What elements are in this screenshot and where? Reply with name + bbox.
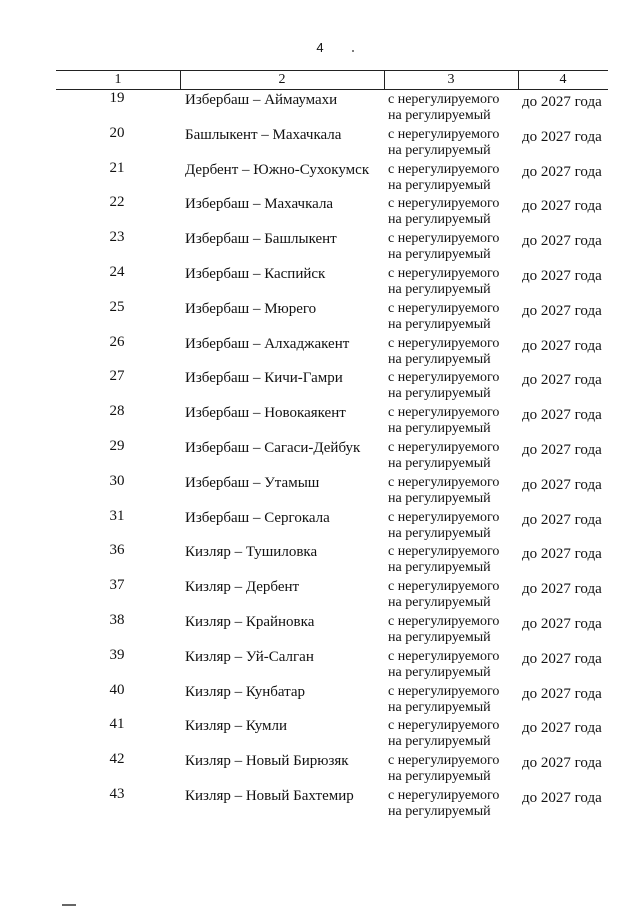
- table-row: [0, 577, 640, 612]
- row-number: 41: [109, 716, 125, 733]
- regulation-change: [388, 370, 499, 402]
- regulation-from: с нерегулируемого: [388, 335, 500, 351]
- row-number: 28: [109, 403, 125, 420]
- regulation-to: на регулируемый: [388, 142, 491, 158]
- route-name: Избербаш – Каспийск: [185, 265, 326, 282]
- regulation-to: на регулируемый: [388, 629, 491, 645]
- scan-speck: [352, 50, 354, 52]
- regulation-change: [388, 753, 499, 785]
- row-number: 24: [109, 263, 125, 280]
- regulation-to: на регулируемый: [388, 108, 491, 123]
- deadline: до 2027 года: [522, 755, 602, 772]
- regulation-change: [388, 649, 499, 681]
- deadline: до 2027 года: [522, 302, 602, 319]
- row-number: 36: [109, 542, 125, 559]
- table-row: [0, 368, 640, 403]
- regulation-change: [388, 231, 499, 263]
- regulation-from: с нерегулируемого: [388, 231, 500, 247]
- regulation-change: [388, 475, 499, 507]
- regulation-from: с нерегулируемого: [388, 161, 500, 177]
- row-number: 25: [109, 298, 125, 315]
- regulation-from: с нерегулируемого: [388, 753, 500, 769]
- route-name: Избербаш – Махачкала: [185, 196, 334, 213]
- table-row: [0, 125, 640, 160]
- route-name: Башлыкент – Махачкала: [185, 126, 342, 143]
- regulation-from: с нерегулируемого: [388, 405, 500, 421]
- regulation-from: с нерегулируемого: [388, 300, 500, 316]
- table-row: [0, 403, 640, 438]
- table-row: [0, 786, 640, 821]
- regulation-to: на регулируемый: [388, 281, 491, 297]
- regulation-from: с нерегулируемого: [388, 544, 500, 560]
- regulation-from: с нерегулируемого: [388, 613, 500, 629]
- deadline: до 2027 года: [522, 581, 602, 598]
- regulation-to: на регулируемый: [388, 386, 491, 402]
- deadline: до 2027 года: [522, 511, 602, 528]
- deadline: до 2027 года: [522, 267, 602, 284]
- route-name: Избербаш – Сергокала: [185, 509, 330, 526]
- footer-mark: [62, 904, 76, 906]
- row-number: 42: [109, 751, 125, 768]
- regulation-to: на регулируемый: [388, 490, 491, 506]
- regulation-to: на регулируемый: [388, 525, 491, 541]
- table-row: [0, 299, 640, 334]
- header-col-1: 1: [114, 72, 122, 87]
- regulation-from: с нерегулируемого: [388, 648, 500, 664]
- table-row: [0, 647, 640, 682]
- deadline: до 2027 года: [522, 476, 602, 493]
- regulation-from: с нерегулируемого: [388, 683, 500, 699]
- regulation-to: на регулируемый: [388, 351, 491, 367]
- row-number: 26: [109, 333, 125, 350]
- route-name: Избербаш – Кичи-Гамри: [185, 370, 343, 387]
- regulation-change: [388, 544, 499, 576]
- deadline: до 2027 года: [522, 407, 602, 424]
- regulation-from: с нерегулируемого: [388, 370, 500, 386]
- regulation-to: на регулируемый: [388, 803, 491, 819]
- row-number: 19: [109, 90, 125, 106]
- deadline: до 2027 года: [522, 163, 602, 180]
- table-row: [0, 542, 640, 577]
- regulation-change: [388, 127, 499, 159]
- row-number: 29: [109, 437, 125, 454]
- regulation-to: на регулируемый: [388, 595, 491, 611]
- table-body: [0, 90, 640, 821]
- table-row: [0, 751, 640, 786]
- table-row: [0, 90, 640, 125]
- regulation-to: на регулируемый: [388, 421, 491, 437]
- regulation-change: [388, 301, 499, 333]
- row-number: 43: [109, 785, 125, 802]
- row-number: 31: [109, 507, 125, 524]
- regulation-change: [388, 614, 499, 646]
- deadline: до 2027 года: [522, 372, 602, 389]
- route-name: Избербаш – Мюрего: [185, 300, 317, 317]
- deadline: до 2027 года: [522, 128, 602, 145]
- row-number: 22: [109, 194, 125, 211]
- regulation-from: с нерегулируемого: [388, 92, 500, 107]
- table-row: [0, 229, 640, 264]
- page-number: 4: [316, 40, 324, 55]
- route-name: Кизляр – Новый Бахтемир: [185, 787, 354, 804]
- route-name: Избербаш – Аймаумахи: [185, 92, 338, 108]
- regulation-change: [388, 196, 499, 228]
- regulation-change: [388, 405, 499, 437]
- deadline: до 2027 года: [522, 720, 602, 737]
- table-row: [0, 194, 640, 229]
- row-number: 38: [109, 611, 125, 628]
- header-col-4: 4: [559, 72, 567, 87]
- route-name: Кизляр – Дербент: [185, 579, 300, 596]
- route-name: Избербаш – Новокаякент: [185, 405, 346, 422]
- regulation-from: с нерегулируемого: [388, 787, 500, 803]
- table-row: [0, 160, 640, 195]
- route-name: Кизляр – Крайновка: [185, 613, 315, 630]
- deadline: до 2027 года: [522, 546, 602, 563]
- deadline: до 2027 года: [522, 789, 602, 806]
- deadline: до 2027 года: [522, 650, 602, 667]
- row-number: 21: [109, 159, 125, 176]
- route-name: Кизляр – Тушиловка: [185, 544, 318, 561]
- regulation-to: на регулируемый: [388, 769, 491, 785]
- regulation-change: [388, 684, 499, 716]
- route-name: Избербаш – Утамыш: [185, 474, 320, 491]
- regulation-change: [388, 92, 499, 124]
- table-row: [0, 473, 640, 508]
- regulation-to: на регулируемый: [388, 734, 491, 750]
- header-col-3: 3: [447, 72, 455, 87]
- regulation-to: на регулируемый: [388, 560, 491, 576]
- regulation-to: на регулируемый: [388, 177, 491, 193]
- route-name: Кизляр – Кумли: [185, 718, 288, 735]
- header-col-2: 2: [278, 72, 286, 87]
- row-number: 40: [109, 681, 125, 698]
- regulation-change: [388, 266, 499, 298]
- route-name: Дербент – Южно-Сухокумск: [185, 161, 370, 178]
- route-name: Избербаш – Башлыкент: [185, 231, 337, 248]
- table-row: [0, 438, 640, 473]
- table-row: [0, 682, 640, 717]
- regulation-to: на регулируемый: [388, 455, 491, 471]
- regulation-to: на регулируемый: [388, 247, 491, 263]
- row-number: 30: [109, 472, 125, 489]
- regulation-from: с нерегулируемого: [388, 579, 500, 595]
- route-name: Кизляр – Уй-Салган: [185, 648, 314, 665]
- route-name: Избербаш – Сагаси-Дейбук: [185, 439, 361, 456]
- table-row: [0, 264, 640, 299]
- regulation-from: с нерегулируемого: [388, 196, 500, 212]
- deadline: до 2027 года: [522, 198, 602, 215]
- regulation-to: на регулируемый: [388, 664, 491, 680]
- deadline: до 2027 года: [522, 615, 602, 632]
- regulation-to: на регулируемый: [388, 316, 491, 332]
- regulation-change: [388, 510, 499, 542]
- row-number: 23: [109, 229, 125, 246]
- regulation-from: с нерегулируемого: [388, 718, 500, 734]
- table-row: [0, 612, 640, 647]
- regulation-from: с нерегулируемого: [388, 439, 500, 455]
- row-number: 37: [109, 577, 125, 594]
- regulation-change: [388, 579, 499, 611]
- regulation-from: с нерегулируемого: [388, 126, 500, 142]
- regulation-change: [388, 788, 499, 820]
- row-number: 27: [109, 368, 125, 385]
- regulation-from: с нерегулируемого: [388, 265, 500, 281]
- route-name: Избербаш – Алхаджакент: [185, 335, 350, 352]
- regulation-from: с нерегулируемого: [388, 509, 500, 525]
- regulation-to: на регулируемый: [388, 699, 491, 715]
- regulation-change: [388, 718, 499, 750]
- deadline: до 2027 года: [522, 233, 602, 250]
- deadline: до 2027 года: [522, 337, 602, 354]
- route-name: Кизляр – Новый Бирюзяк: [185, 753, 349, 770]
- regulation-change: [388, 162, 499, 194]
- deadline: до 2027 года: [522, 685, 602, 702]
- table-row: [0, 334, 640, 369]
- deadline: до 2027 года: [522, 94, 602, 110]
- table-header: [56, 70, 608, 90]
- table-row: [0, 716, 640, 751]
- row-number: 20: [109, 124, 125, 141]
- table-row: [0, 508, 640, 543]
- regulation-change: [388, 440, 499, 472]
- regulation-change: [388, 336, 499, 368]
- regulation-from: с нерегулируемого: [388, 474, 500, 490]
- regulation-to: на регулируемый: [388, 212, 491, 228]
- route-name: Кизляр – Кунбатар: [185, 683, 306, 700]
- row-number: 39: [109, 646, 125, 663]
- deadline: до 2027 года: [522, 441, 602, 458]
